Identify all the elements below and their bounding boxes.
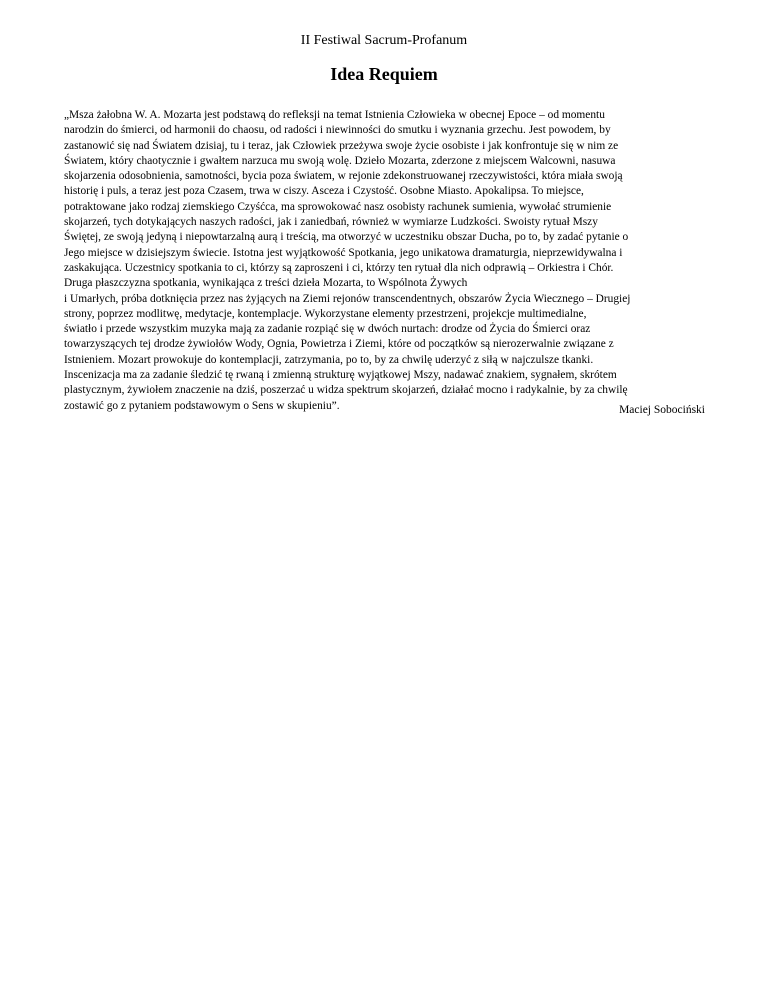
body-line: plastycznym, żywiołem znaczenie na dziś, poszerzać u widza spektrum skojarzeń, działać mocno i radykalnie, by za chwilę — [64, 384, 628, 397]
body-line: Świętej, ze swoją jedyną i niepowtarzalną aurą i treścią, ma otworzyć w uczestniku obszar Ducha, po to, by zadać pytanie o — [64, 231, 629, 244]
body-line: Jego miejsce w dzisiejszym świecie. Istotna jest wyjątkowość Spotkania, jego unikatowa dramaturgia, nieprzewidywalna i — [64, 246, 623, 259]
body-line: i Umarłych, próba dotknięcia przez nas żyjących na Ziemi rejonów transcendentnych, obszarów Życia Wiecznego – Drugiej — [64, 292, 631, 305]
body-line: towarzyszących tej drodze żywiołów Wody, Ognia, Powietrza i Ziemi, które od początków są nierozerwalnie związane z — [64, 338, 614, 351]
page-title: Idea Requiem — [330, 64, 438, 84]
body-line: strony, poprzez modlitwę, medytacje, kontemplacje. Wykorzystane elementy przestrzeni, projekcje multimedialne, — [64, 307, 587, 320]
body-line: „Msza żałobna W. A. Mozarta jest podstawą do refleksji na temat Istnienia Człowieka w obecnej Epoce – od momentu — [64, 109, 605, 121]
body-line: zostawić go z pytaniem podstawowym o Sens w skupieniu”. — [64, 399, 340, 412]
festival-header: II Festiwal Sacrum-Profanum — [300, 33, 468, 48]
body-line: skojarzeń, tych dotykających naszych radości, jak i zaniedbań, również w wymiarze Ludzkości. Swoisty rytuał Mszy — [64, 216, 598, 229]
author-signature: Maciej Sobociński — [619, 404, 705, 416]
body-line: potraktowane jako rodzaj ziemskiego Czyśćca, ma sprowokować nasz osobisty rachunek sumienia, wywołać strumienie — [64, 200, 612, 213]
body-line: światło i przede wszystkim muzyka mają za zadanie rozpiąć się w dwóch nurtach: drodze od Życia do Śmierci oraz — [64, 323, 591, 336]
body-line: Światem, który chaotycznie i gwałtem narzuca mu swoją wolę. Dzieło Mozarta, zderzone z miejscem Walcowni, nasuwa — [64, 154, 616, 167]
body-line: narodzin do śmierci, od harmonii do chaosu, od radości i niewinności do smutku i wyznania grzechu. Jest powodem, by — [64, 124, 611, 137]
body-paragraph — [64, 108, 704, 414]
body-line: zaskakująca. Uczestnicy spotkania to ci, którzy są zaproszeni i ci, którzy ten rytuał dla nich odprawią – Orkiestra i Chór. — [64, 261, 614, 274]
body-line: zastanowić się nad Światem dzisiaj, tu i teraz, jak Człowiek przeżywa swoje życie osobiste i jak konfrontuje się w nim ze — [64, 139, 619, 152]
body-line: Inscenizacja ma za zadanie śledzić tę rwaną i zmienną strukturę wyjątkowej Mszy, nadawać znakiem, sygnałem, skrótem — [64, 369, 617, 382]
body-line: Istnieniem. Mozart prowokuje do kontemplacji, zatrzymania, po to, by za chwilę uderzyć z siłą w najczulsze tkanki. — [64, 353, 594, 366]
body-line: Druga płaszczyzna spotkania, wynikająca z treści dzieła Mozarta, to Wspólnota Żywych — [64, 277, 468, 290]
body-line: historię i puls, a teraz jest poza Czasem, trwa w ciszy. Asceza i Czystość. Osobne Miasto. Apokalipsa. To miejsce, — [64, 185, 584, 198]
body-line: skojarzenia odosobnienia, samotności, bycia poza światem, w rejonie zdekonstruowanej rzeczywistości, która miała swoją — [64, 170, 623, 183]
